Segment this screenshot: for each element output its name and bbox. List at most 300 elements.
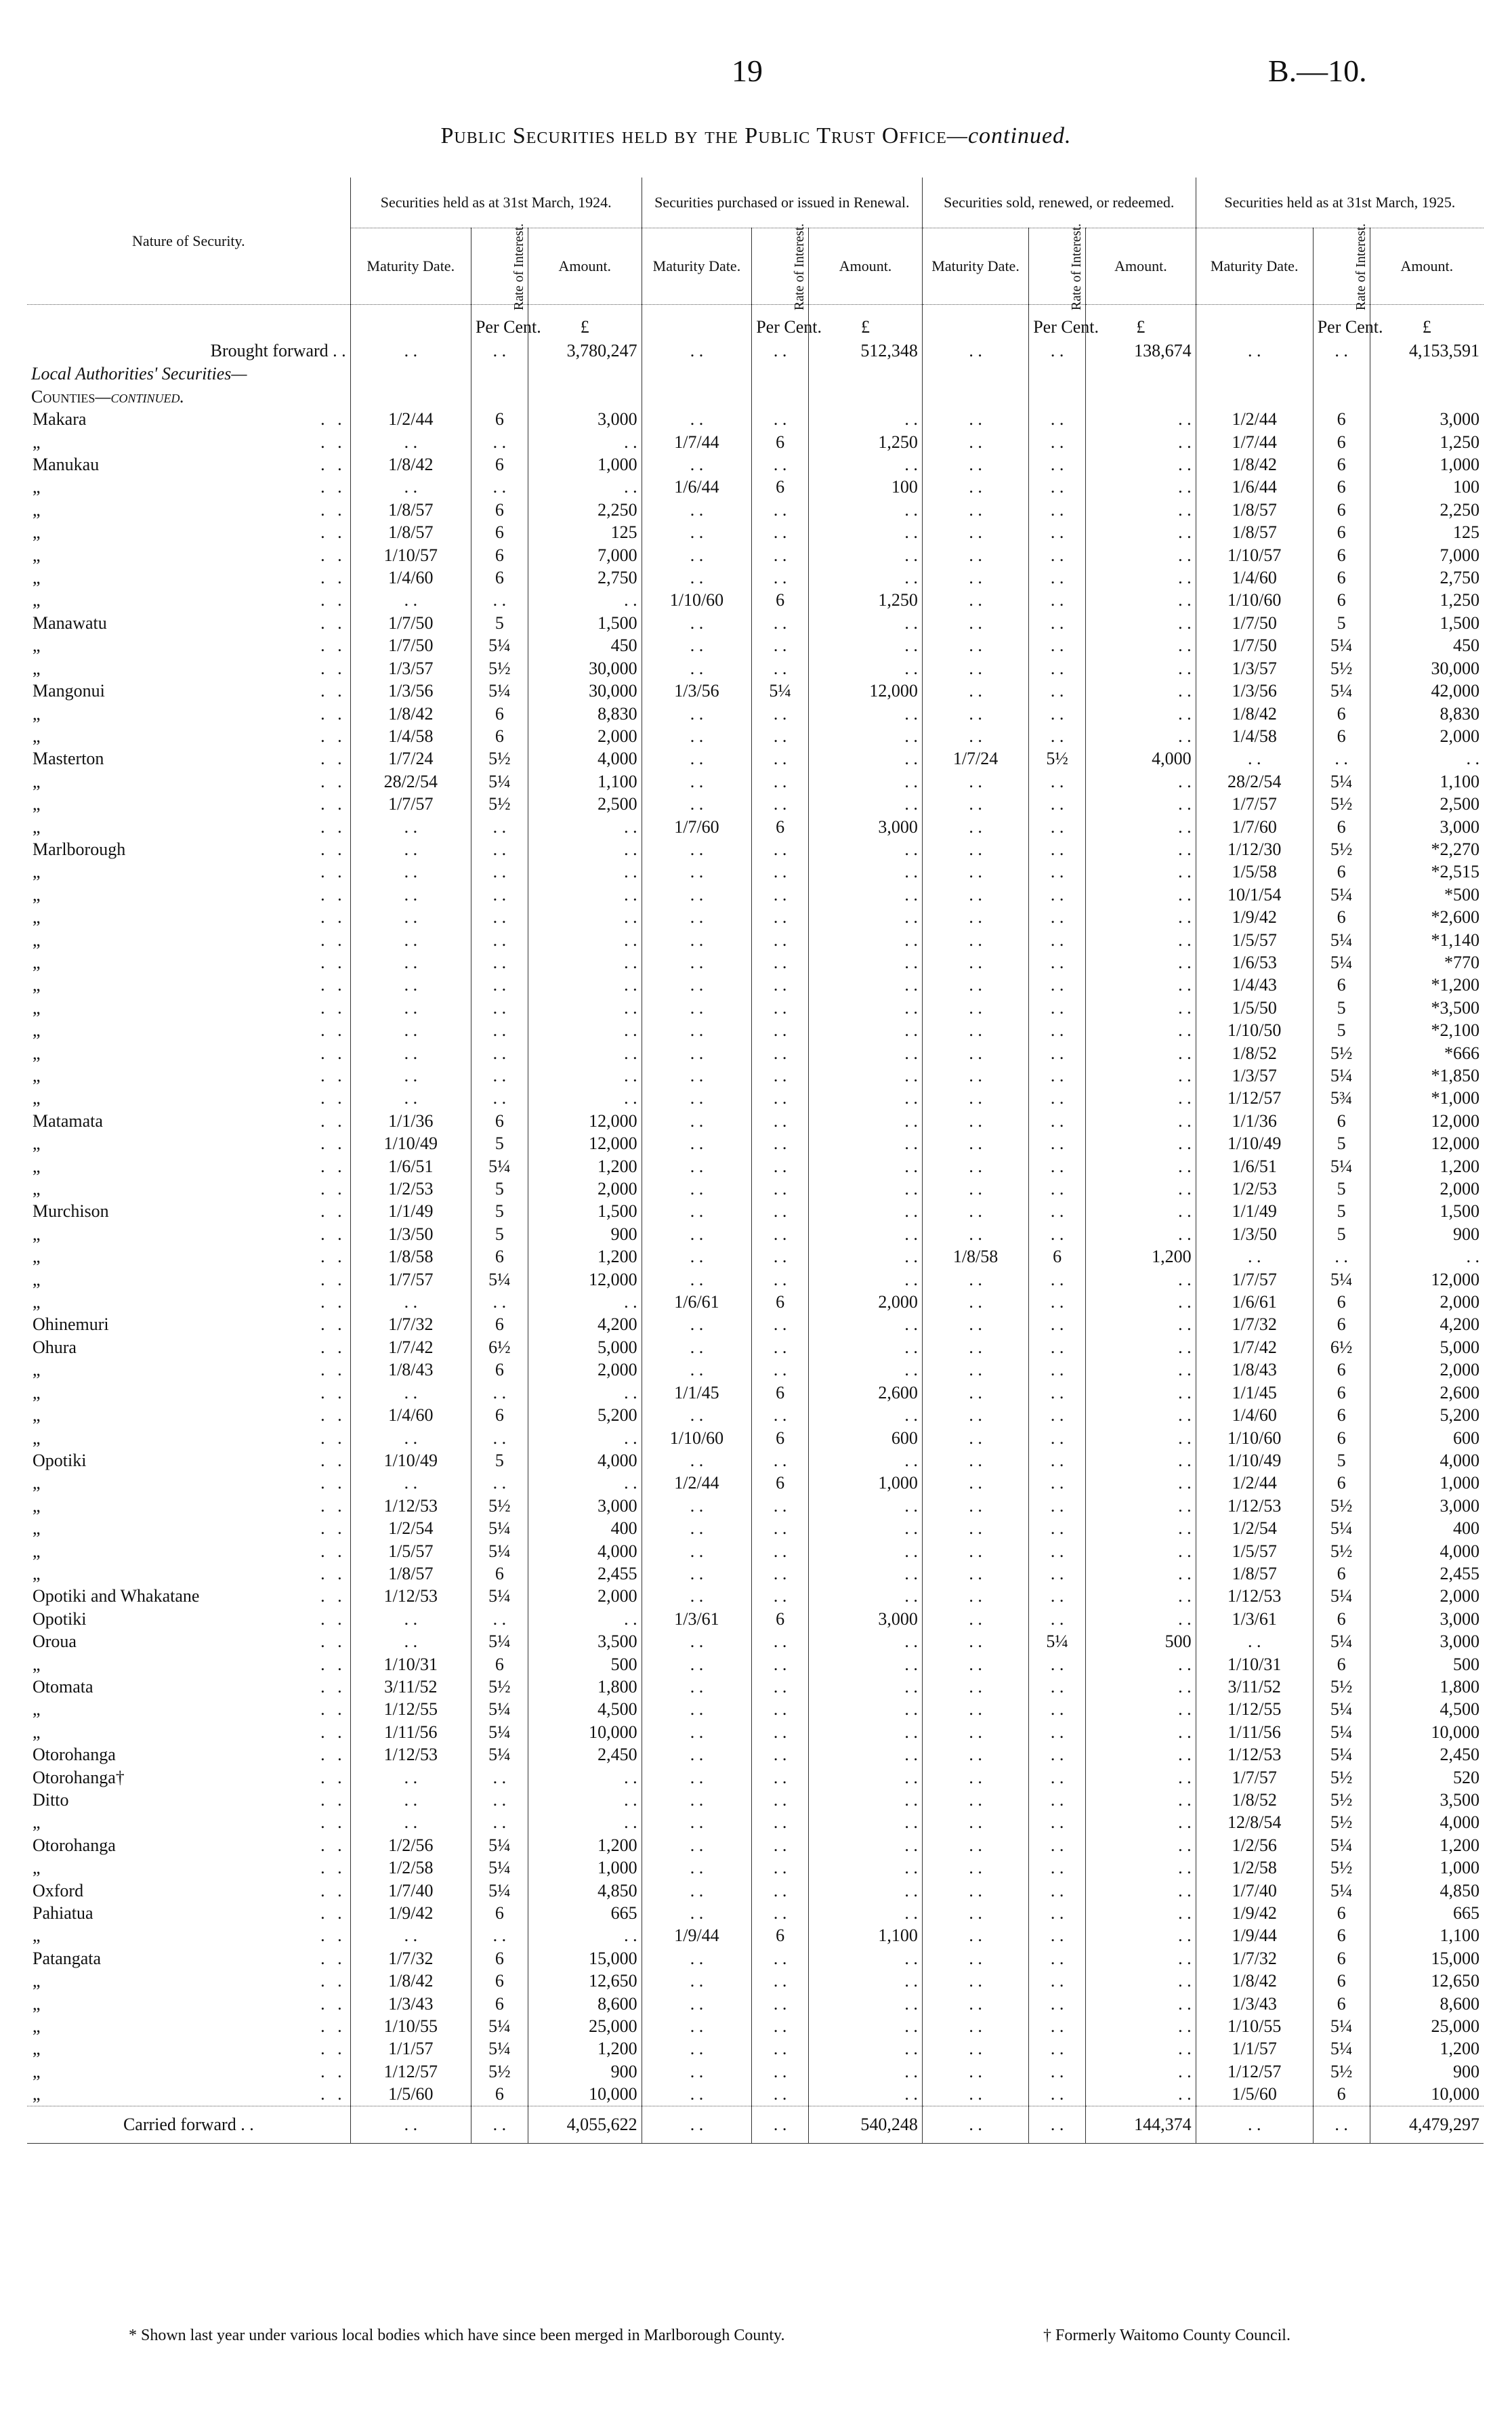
maturity-1925-cell: 1/4/60: [1196, 1404, 1313, 1426]
rate-sold-cell: . .: [1029, 1381, 1086, 1404]
maturity-1924-cell: . .: [350, 1087, 471, 1109]
maturity-1925-cell: 1/8/42: [1196, 1970, 1313, 1992]
rate-1924-cell: 5¼: [471, 1698, 528, 1720]
amount-1924-cell: 1,200: [528, 1155, 642, 1178]
rate-purchased-cell: 6: [752, 431, 809, 453]
rate-purchased-cell: . .: [752, 2083, 809, 2106]
rate-purchased-cell: . .: [752, 544, 809, 566]
rate-purchased-cell: . .: [752, 1630, 809, 1652]
carried-forward-amount-purchased: 540,248: [809, 2106, 923, 2143]
rate-purchased-cell: . .: [752, 1064, 809, 1087]
amount-1925-cell: 1,500: [1370, 1200, 1484, 1222]
amount-1924-cell: 900: [528, 2060, 642, 2083]
maturity-sold-cell: . .: [922, 1676, 1028, 1698]
rate-sold-cell: 5¼: [1029, 1630, 1086, 1652]
rate-sold-cell: . .: [1029, 1585, 1086, 1607]
rate-sold-cell: . .: [1029, 1924, 1086, 1947]
amount-sold-cell: . .: [1086, 1970, 1196, 1992]
rate-1924-cell: 6: [471, 1993, 528, 2015]
nature-cell: „ . .: [33, 794, 346, 814]
amount-sold-cell: . .: [1086, 1789, 1196, 1811]
amount-sold-cell: 500: [1086, 1630, 1196, 1652]
amount-sold-cell: . .: [1086, 1155, 1196, 1178]
rate-1925-cell: 6: [1313, 906, 1370, 928]
amount-1925-cell: *2,100: [1370, 1019, 1484, 1041]
rate-1925-cell: 6: [1313, 703, 1370, 725]
amount-purchased-cell: . .: [809, 408, 923, 430]
maturity-sold-cell: . .: [922, 1200, 1028, 1222]
amount-1924-cell: 30,000: [528, 657, 642, 680]
amount-purchased-cell: . .: [809, 499, 923, 521]
brought-forward-amount-sold: 138,674: [1086, 338, 1196, 362]
maturity-sold-cell: . .: [922, 1358, 1028, 1381]
rate-1925-cell: 5: [1313, 1200, 1370, 1222]
maturity-1924-cell: 1/8/57: [350, 499, 471, 521]
amount-sold-cell: . .: [1086, 1132, 1196, 1155]
maturity-1924-cell: 1/5/57: [350, 1540, 471, 1562]
amount-purchased-cell: . .: [809, 974, 923, 996]
amount-sold-cell: . .: [1086, 1336, 1196, 1358]
amount-sold-cell: . .: [1086, 634, 1196, 657]
maturity-1924-cell: . .: [350, 1608, 471, 1630]
amount-purchased-cell: . .: [809, 1856, 923, 1879]
maturity-1924-cell: 1/4/60: [350, 566, 471, 589]
nature-cell: „ . .: [33, 975, 346, 995]
rate-1925-cell: 6: [1313, 2083, 1370, 2106]
amount-sold-cell: . .: [1086, 1268, 1196, 1291]
amount-1924-cell: 1,500: [528, 612, 642, 634]
amount-1924-cell: . .: [528, 1427, 642, 1449]
rate-purchased-cell: . .: [752, 1268, 809, 1291]
maturity-1925-cell: 1/10/49: [1196, 1132, 1313, 1155]
section-heading-line2: Counties—continued.: [31, 386, 184, 407]
amount-1924-cell: 8,830: [528, 703, 642, 725]
amount-sold-cell: . .: [1086, 860, 1196, 883]
amount-sold-cell: . .: [1086, 1698, 1196, 1720]
nature-cell: „ . .: [33, 862, 346, 882]
table-row: [27, 1019, 1484, 1041]
nature-cell: „ . .: [33, 1179, 346, 1199]
table-row: [27, 1562, 1484, 1585]
amount-1924-cell: 30,000: [528, 680, 642, 702]
rate-1924-cell: 5¼: [471, 1585, 528, 1607]
table-row: [27, 612, 1484, 634]
unit-per-cent: Per Cent.: [1313, 305, 1370, 339]
table-row: [27, 589, 1484, 611]
maturity-1925-cell: 1/12/55: [1196, 1698, 1313, 1720]
maturity-purchased-cell: . .: [642, 1947, 752, 1970]
maturity-sold-cell: . .: [922, 1268, 1028, 1291]
rate-1924-cell: . .: [471, 1924, 528, 1947]
rate-sold-cell: . .: [1029, 703, 1086, 725]
nature-cell: „ . .: [33, 930, 346, 950]
rate-sold-cell: . .: [1029, 1358, 1086, 1381]
amount-purchased-cell: . .: [809, 1585, 923, 1607]
rate-purchased-cell: 6: [752, 1924, 809, 1947]
rate-purchased-cell: . .: [752, 1902, 809, 1924]
amount-1925-cell: 3,500: [1370, 1789, 1484, 1811]
rate-sold-cell: . .: [1029, 1087, 1086, 1109]
maturity-1925-cell: . .: [1196, 1630, 1313, 1652]
maturity-1925-cell: 1/2/58: [1196, 1856, 1313, 1879]
nature-cell: „ . .: [33, 1134, 346, 1154]
maturity-purchased-cell: 1/7/60: [642, 816, 752, 838]
maturity-1925-cell: 1/7/50: [1196, 634, 1313, 657]
rate-1925-cell: 5¼: [1313, 1268, 1370, 1291]
maturity-sold-cell: . .: [922, 1223, 1028, 1245]
rate-1924-cell: . .: [471, 1087, 528, 1109]
maturity-purchased-cell: . .: [642, 544, 752, 566]
amount-purchased-cell: . .: [809, 453, 923, 476]
amount-1924-cell: 450: [528, 634, 642, 657]
maturity-purchased-cell: . .: [642, 1404, 752, 1426]
table-row: [27, 747, 1484, 770]
rate-purchased-cell: . .: [752, 793, 809, 815]
maturity-purchased-cell: 1/7/44: [642, 431, 752, 453]
amount-1925-cell: 1,800: [1370, 1676, 1484, 1698]
table-row: [27, 838, 1484, 860]
nature-cell: Opotiki . .: [33, 1608, 346, 1629]
amount-purchased-cell: . .: [809, 1743, 923, 1766]
maturity-1924-cell: . .: [350, 1630, 471, 1652]
amount-1925-cell: 2,000: [1370, 1358, 1484, 1381]
rate-purchased-cell: 6: [752, 1381, 809, 1404]
maturity-sold-cell: 1/8/58: [922, 1245, 1028, 1268]
maturity-1924-cell: . .: [350, 974, 471, 996]
rate-purchased-cell: . .: [752, 1110, 809, 1132]
maturity-purchased-cell: . .: [642, 929, 752, 951]
maturity-sold-cell: . .: [922, 1721, 1028, 1743]
rate-purchased-cell: . .: [752, 1313, 809, 1335]
table-row: [27, 1676, 1484, 1698]
nature-cell: „ . .: [33, 726, 346, 746]
rate-sold-cell: . .: [1029, 544, 1086, 566]
table-row: [27, 1902, 1484, 1924]
amount-1924-cell: 900: [528, 1223, 642, 1245]
maturity-purchased-cell: 1/10/60: [642, 1427, 752, 1449]
maturity-1925-cell: 1/8/52: [1196, 1042, 1313, 1064]
table-row: [27, 1721, 1484, 1743]
amount-1924-cell: 500: [528, 1653, 642, 1676]
maturity-sold-cell: . .: [922, 1856, 1028, 1879]
rate-1925-cell: 6: [1313, 1562, 1370, 1585]
amount-purchased-cell: . .: [809, 1404, 923, 1426]
rate-purchased-cell: . .: [752, 1653, 809, 1676]
maturity-1925-cell: 1/2/44: [1196, 408, 1313, 430]
nature-cell: Oroua . .: [33, 1631, 346, 1652]
rate-1925-cell: 5½: [1313, 838, 1370, 860]
rate-purchased-cell: 6: [752, 589, 809, 611]
rate-sold-cell: . .: [1029, 1178, 1086, 1200]
nature-cell: „ . .: [33, 1088, 346, 1108]
amount-sold-cell: . .: [1086, 499, 1196, 521]
header-maturity: Maturity Date.: [350, 228, 471, 305]
rate-1924-cell: . .: [471, 476, 528, 498]
rate-purchased-cell: . .: [752, 1993, 809, 2015]
rate-purchased-cell: . .: [752, 1743, 809, 1766]
amount-1925-cell: 7,000: [1370, 544, 1484, 566]
maturity-sold-cell: . .: [922, 1155, 1028, 1178]
rate-sold-cell: . .: [1029, 1110, 1086, 1132]
amount-sold-cell: . .: [1086, 1358, 1196, 1381]
amount-1924-cell: . .: [528, 860, 642, 883]
table-row: [27, 1449, 1484, 1472]
amount-1925-cell: 1,100: [1370, 770, 1484, 793]
maturity-1924-cell: 1/3/57: [350, 657, 471, 680]
rate-1924-cell: . .: [471, 431, 528, 453]
maturity-1925-cell: 1/8/57: [1196, 499, 1313, 521]
amount-sold-cell: . .: [1086, 2060, 1196, 2083]
rate-1925-cell: 5½: [1313, 1676, 1370, 1698]
amount-sold-cell: . .: [1086, 2037, 1196, 2060]
amount-1924-cell: 12,000: [528, 1110, 642, 1132]
rate-1924-cell: 6: [471, 1562, 528, 1585]
maturity-sold-cell: . .: [922, 1630, 1028, 1652]
table-row: [27, 657, 1484, 680]
rate-sold-cell: . .: [1029, 793, 1086, 815]
rate-1925-cell: 6: [1313, 1970, 1370, 1992]
amount-purchased-cell: . .: [809, 793, 923, 815]
table-row: [27, 1155, 1484, 1178]
amount-sold-cell: . .: [1086, 883, 1196, 906]
maturity-purchased-cell: . .: [642, 1562, 752, 1585]
rate-1924-cell: . .: [471, 1427, 528, 1449]
amount-1924-cell: 2,750: [528, 566, 642, 589]
rate-1925-cell: 5½: [1313, 1766, 1370, 1789]
nature-cell: „ . .: [33, 1360, 346, 1380]
maturity-1924-cell: 1/10/31: [350, 1653, 471, 1676]
maturity-1925-cell: 1/11/56: [1196, 1721, 1313, 1743]
rate-1924-cell: . .: [471, 816, 528, 838]
maturity-1924-cell: . .: [350, 1924, 471, 1947]
rate-purchased-cell: . .: [752, 612, 809, 634]
amount-sold-cell: . .: [1086, 1223, 1196, 1245]
amount-1924-cell: 7,000: [528, 544, 642, 566]
amount-purchased-cell: . .: [809, 1676, 923, 1698]
maturity-1924-cell: 1/4/58: [350, 725, 471, 747]
maturity-purchased-cell: . .: [642, 612, 752, 634]
table-row: [27, 974, 1484, 996]
rate-1924-cell: 6½: [471, 1336, 528, 1358]
rate-1924-cell: 5: [471, 1132, 528, 1155]
maturity-1924-cell: 1/8/42: [350, 453, 471, 476]
table-row: [27, 1517, 1484, 1539]
amount-1924-cell: 1,500: [528, 1200, 642, 1222]
maturity-1925-cell: 1/6/44: [1196, 476, 1313, 498]
section-heading-row-2: [27, 386, 1484, 408]
table-row: [27, 1200, 1484, 1222]
rate-sold-cell: . .: [1029, 1042, 1086, 1064]
maturity-1925-cell: 1/1/57: [1196, 2037, 1313, 2060]
rate-1925-cell: 6: [1313, 453, 1370, 476]
rate-purchased-cell: . .: [752, 499, 809, 521]
maturity-purchased-cell: . .: [642, 1676, 752, 1698]
maturity-1924-cell: 1/12/55: [350, 1698, 471, 1720]
maturity-purchased-cell: . .: [642, 408, 752, 430]
carried-forward-row: Carried forward . . . . . . 4,055,622 . . . . 540,248 . . . . 144,374 . . . . 4,479,297: [27, 2106, 1484, 2143]
amount-1925-cell: 4,000: [1370, 1540, 1484, 1562]
amount-purchased-cell: . .: [809, 1653, 923, 1676]
rate-1924-cell: . .: [471, 906, 528, 928]
rate-sold-cell: . .: [1029, 1155, 1086, 1178]
amount-purchased-cell: . .: [809, 860, 923, 883]
amount-1924-cell: 1,200: [528, 2037, 642, 2060]
amount-sold-cell: . .: [1086, 612, 1196, 634]
maturity-purchased-cell: . .: [642, 1358, 752, 1381]
rate-1924-cell: 5½: [471, 657, 528, 680]
rate-purchased-cell: . .: [752, 838, 809, 860]
amount-sold-cell: . .: [1086, 1087, 1196, 1109]
rate-sold-cell: . .: [1029, 974, 1086, 996]
amount-1924-cell: 5,200: [528, 1404, 642, 1426]
rate-1925-cell: 5½: [1313, 1789, 1370, 1811]
amount-purchased-cell: . .: [809, 1630, 923, 1652]
amount-purchased-cell: . .: [809, 1993, 923, 2015]
section-heading-row: [27, 362, 1484, 385]
maturity-1924-cell: 1/3/50: [350, 1223, 471, 1245]
amount-purchased-cell: . .: [809, 1336, 923, 1358]
amount-1924-cell: 2,000: [528, 1178, 642, 1200]
rate-purchased-cell: . .: [752, 1540, 809, 1562]
maturity-purchased-cell: 1/10/60: [642, 589, 752, 611]
amount-purchased-cell: 600: [809, 1427, 923, 1449]
rate-1925-cell: 6: [1313, 1291, 1370, 1313]
table-row: [27, 1743, 1484, 1766]
amount-1925-cell: *1,200: [1370, 974, 1484, 996]
table-row: [27, 1653, 1484, 1676]
maturity-1925-cell: . .: [1196, 1245, 1313, 1268]
maturity-1924-cell: . .: [350, 1291, 471, 1313]
maturity-1925-cell: 1/12/30: [1196, 838, 1313, 860]
rate-1925-cell: 5¾: [1313, 1087, 1370, 1109]
amount-1925-cell: *1,850: [1370, 1064, 1484, 1087]
maturity-1925-cell: 1/4/58: [1196, 725, 1313, 747]
rate-1924-cell: . .: [471, 1291, 528, 1313]
rate-sold-cell: . .: [1029, 1019, 1086, 1041]
amount-sold-cell: . .: [1086, 1721, 1196, 1743]
amount-1925-cell: 900: [1370, 2060, 1484, 2083]
amount-1925-cell: 1,200: [1370, 1155, 1484, 1178]
table-row: [27, 1789, 1484, 1811]
rate-purchased-cell: 6: [752, 1608, 809, 1630]
maturity-1925-cell: 1/4/43: [1196, 974, 1313, 996]
rate-sold-cell: . .: [1029, 951, 1086, 974]
rate-purchased-cell: . .: [752, 1404, 809, 1426]
rate-sold-cell: . .: [1029, 657, 1086, 680]
brought-forward-amount-1925: 4,153,591: [1370, 338, 1484, 362]
maturity-1925-cell: 10/1/54: [1196, 883, 1313, 906]
amount-sold-cell: 1,200: [1086, 1245, 1196, 1268]
rate-1924-cell: . .: [471, 838, 528, 860]
maturity-1925-cell: 1/12/53: [1196, 1585, 1313, 1607]
unit-per-cent: Per Cent.: [471, 305, 528, 339]
amount-1924-cell: 5,000: [528, 1336, 642, 1358]
amount-sold-cell: . .: [1086, 1766, 1196, 1789]
rate-1925-cell: 5¼: [1313, 2015, 1370, 2037]
amount-sold-cell: 4,000: [1086, 747, 1196, 770]
maturity-1925-cell: 1/7/57: [1196, 1766, 1313, 1789]
amount-1924-cell: 4,500: [528, 1698, 642, 1720]
header-sold: Securities sold, renewed, or redeemed.: [922, 178, 1196, 228]
maturity-1925-cell: 1/1/36: [1196, 1110, 1313, 1132]
maturity-sold-cell: . .: [922, 770, 1028, 793]
rate-1925-cell: 5: [1313, 612, 1370, 634]
maturity-1924-cell: . .: [350, 1381, 471, 1404]
maturity-1924-cell: 1/7/32: [350, 1947, 471, 1970]
amount-1925-cell: 1,250: [1370, 589, 1484, 611]
rate-1925-cell: 6: [1313, 725, 1370, 747]
table-row: [27, 1879, 1484, 1902]
amount-sold-cell: . .: [1086, 906, 1196, 928]
nature-cell: „ . .: [33, 997, 346, 1018]
maturity-1925-cell: 1/6/51: [1196, 1155, 1313, 1178]
amount-purchased-cell: . .: [809, 725, 923, 747]
amount-1924-cell: 2,500: [528, 793, 642, 815]
amount-1924-cell: . .: [528, 1087, 642, 1109]
rate-1925-cell: 6: [1313, 1110, 1370, 1132]
maturity-sold-cell: . .: [922, 1517, 1028, 1539]
amount-sold-cell: . .: [1086, 1427, 1196, 1449]
amount-purchased-cell: . .: [809, 770, 923, 793]
rate-1924-cell: 5: [471, 1200, 528, 1222]
rate-sold-cell: . .: [1029, 499, 1086, 521]
maturity-sold-cell: . .: [922, 1064, 1028, 1087]
header-maturity: Maturity Date.: [642, 228, 752, 305]
rate-1924-cell: 5¼: [471, 634, 528, 657]
maturity-1925-cell: 1/12/53: [1196, 1495, 1313, 1517]
amount-purchased-cell: 12,000: [809, 680, 923, 702]
maturity-1924-cell: 1/8/42: [350, 703, 471, 725]
maturity-purchased-cell: . .: [642, 634, 752, 657]
amount-1925-cell: 450: [1370, 634, 1484, 657]
amount-sold-cell: . .: [1086, 1993, 1196, 2015]
rate-1924-cell: . .: [471, 929, 528, 951]
rate-purchased-cell: . .: [752, 566, 809, 589]
amount-1924-cell: 1,000: [528, 1856, 642, 1879]
maturity-sold-cell: . .: [922, 431, 1028, 453]
rate-purchased-cell: . .: [752, 1223, 809, 1245]
amount-purchased-cell: . .: [809, 883, 923, 906]
rate-purchased-cell: . .: [752, 1879, 809, 1902]
nature-cell: „ . .: [33, 568, 346, 588]
maturity-1924-cell: 1/7/24: [350, 747, 471, 770]
rate-purchased-cell: . .: [752, 1087, 809, 1109]
maturity-1925-cell: 1/6/53: [1196, 951, 1313, 974]
maturity-purchased-cell: . .: [642, 1245, 752, 1268]
rate-sold-cell: . .: [1029, 2083, 1086, 2106]
amount-purchased-cell: . .: [809, 2037, 923, 2060]
table-row: [27, 1223, 1484, 1245]
maturity-purchased-cell: . .: [642, 1223, 752, 1245]
rate-purchased-cell: . .: [752, 1517, 809, 1539]
rate-1924-cell: 6: [471, 1653, 528, 1676]
amount-sold-cell: . .: [1086, 1585, 1196, 1607]
amount-1924-cell: . .: [528, 929, 642, 951]
rate-1924-cell: 5¼: [471, 2015, 528, 2037]
brought-forward-label: Brought forward . .: [210, 340, 346, 360]
maturity-sold-cell: . .: [922, 1042, 1028, 1064]
rate-1925-cell: 6: [1313, 1924, 1370, 1947]
maturity-1925-cell: 1/3/50: [1196, 1223, 1313, 1245]
amount-purchased-cell: 1,250: [809, 589, 923, 611]
maturity-sold-cell: . .: [922, 499, 1028, 521]
unit-pound: £: [528, 305, 642, 339]
amount-sold-cell: . .: [1086, 1291, 1196, 1313]
maturity-sold-cell: . .: [922, 1562, 1028, 1585]
rate-1924-cell: 6: [471, 1947, 528, 1970]
maturity-1924-cell: 1/10/49: [350, 1449, 471, 1472]
table-row: [27, 566, 1484, 589]
